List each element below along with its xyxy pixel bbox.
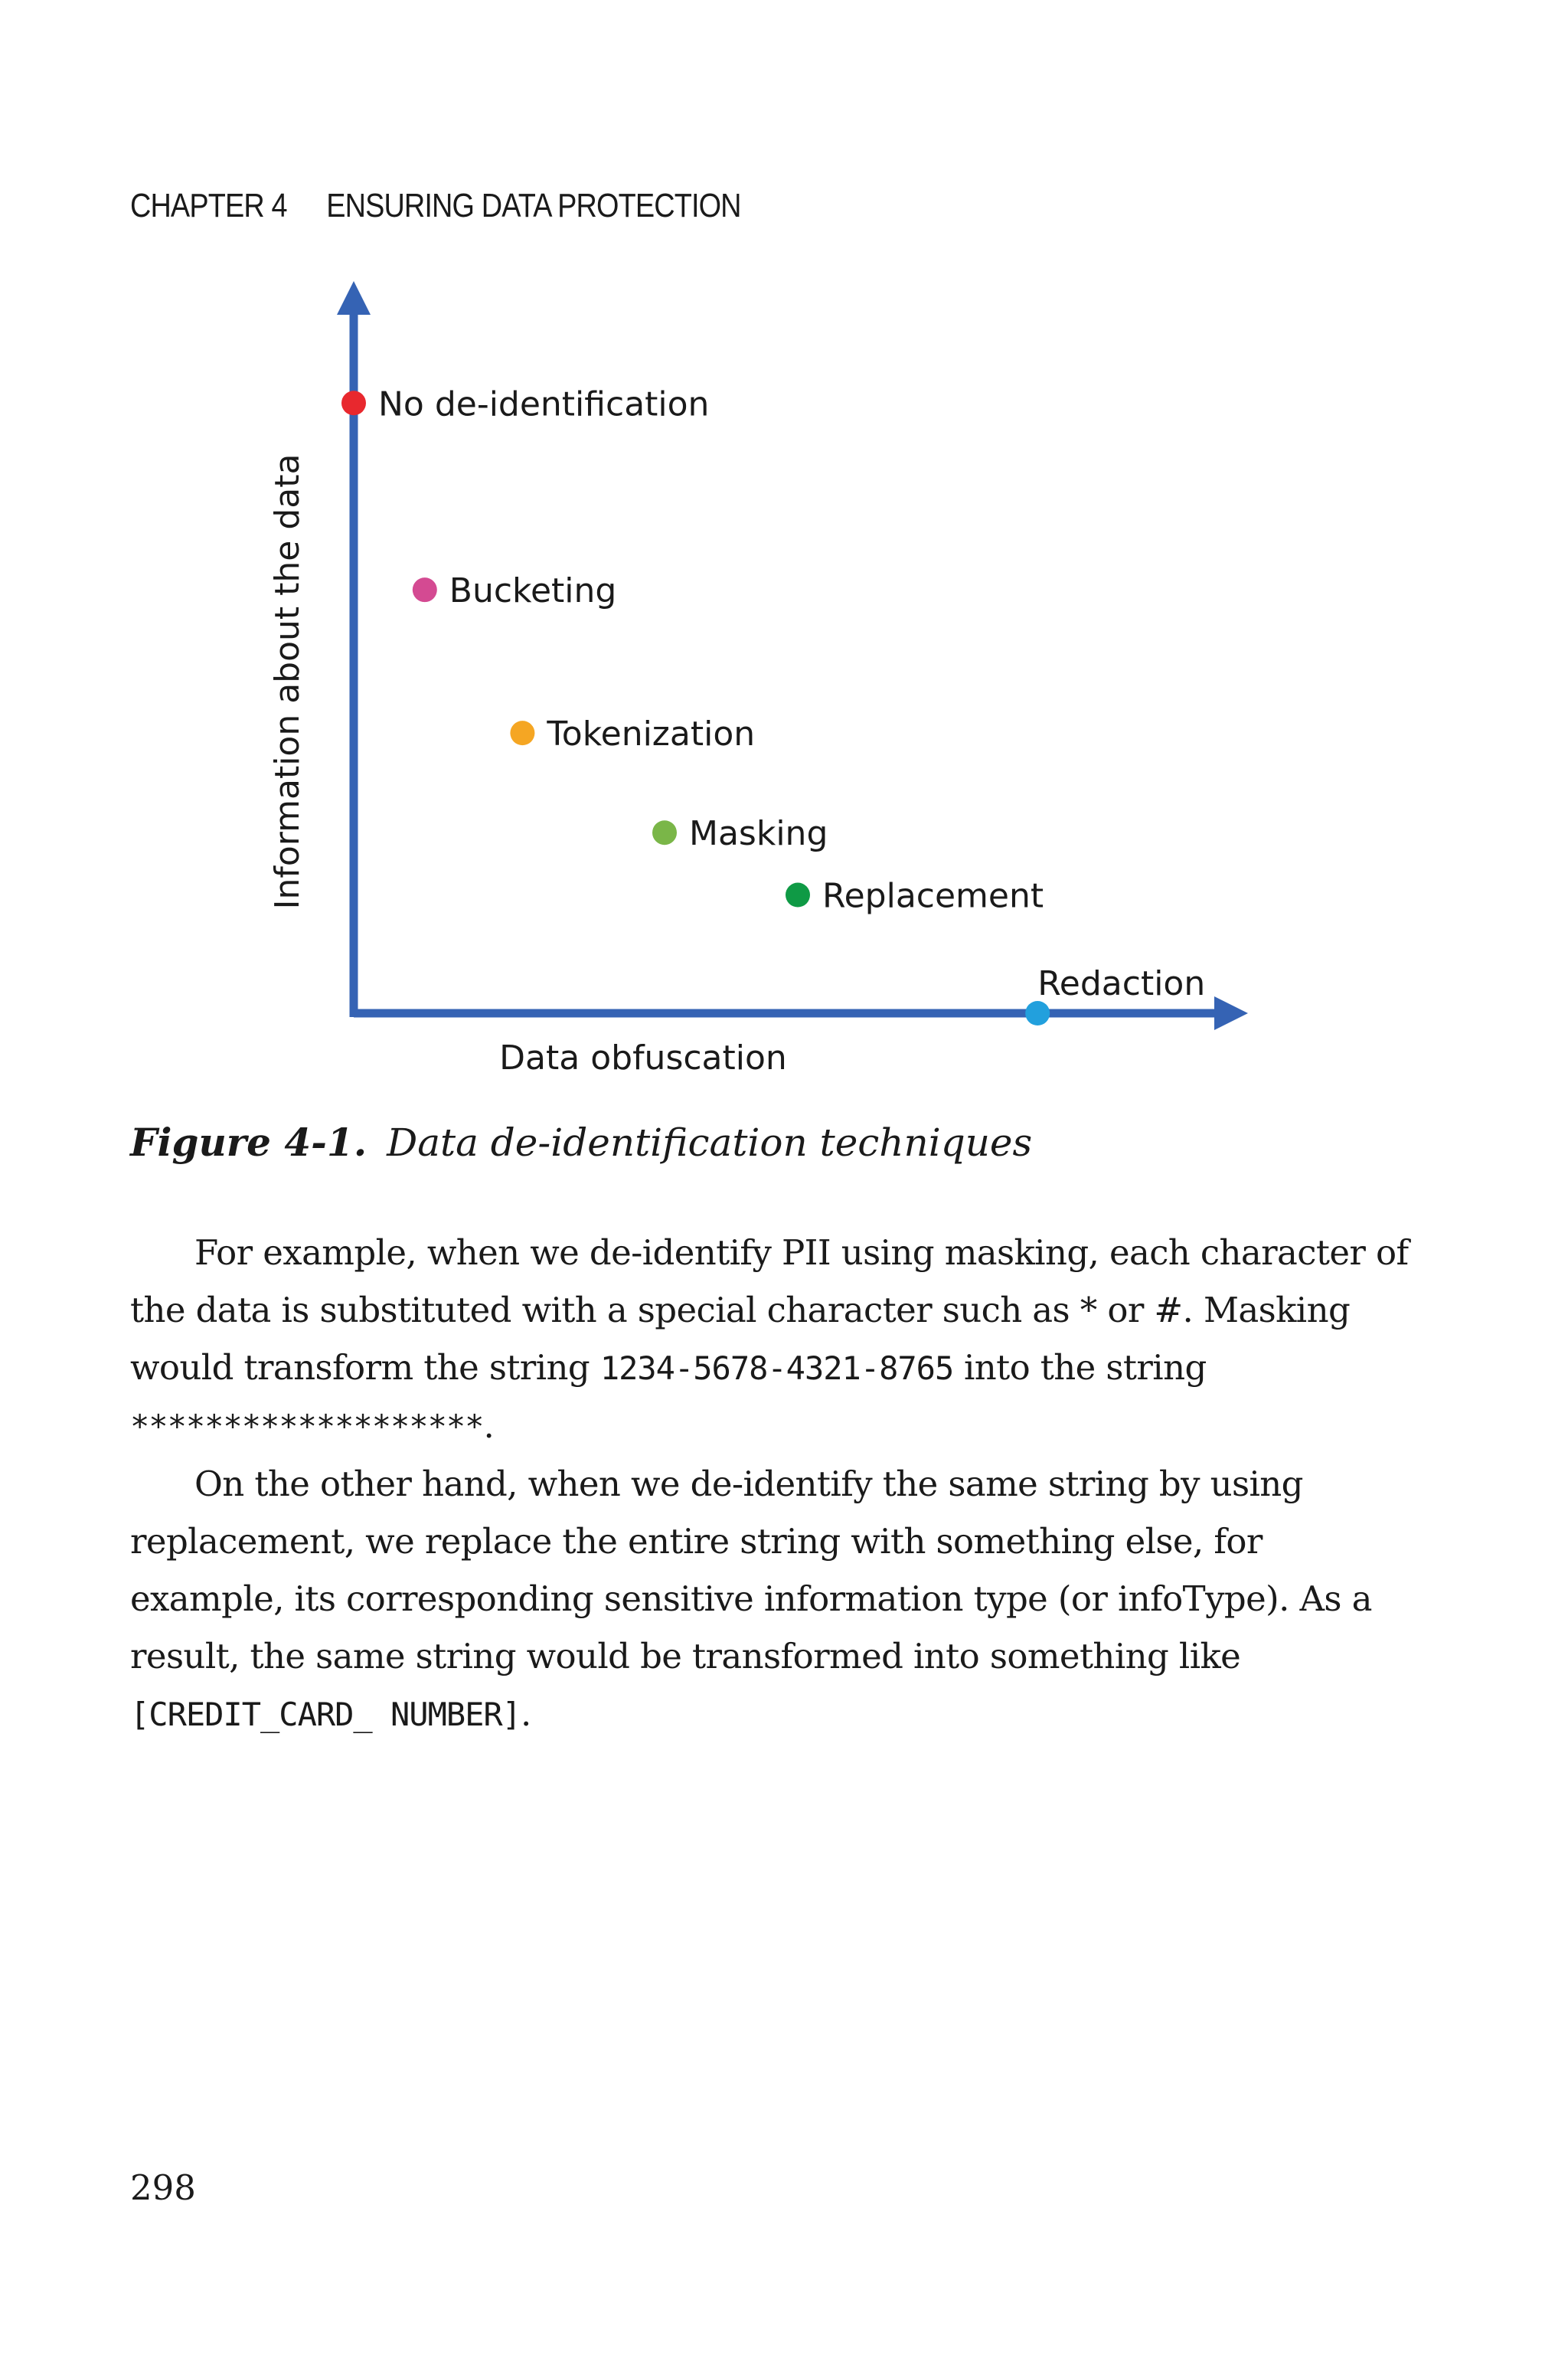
chapter-title: ENSURING DATA PROTECTION [326,187,741,224]
paragraph-1: For example, when we de-identify PII using masking, each character of the data is substituted with a special character such as * or #. Masking would transform the string 1234-5678-4321-8765 into the string *******************. [130,1232,1409,1446]
y-axis-arrow [337,281,371,315]
point-label-replacement: Replacement [822,876,1044,916]
code-masked-string: ******************* [130,1408,484,1445]
page-number: 298 [130,2167,196,2208]
figure-caption-text: Data de-identification techniques [387,1120,1033,1165]
point-tokenization [510,721,534,745]
point-bucketing [413,577,437,602]
point-no-de-identification [341,391,366,415]
figure-caption [130,1120,1032,1165]
y-axis-label: Information about the data [268,453,307,910]
point-label-redaction: Redaction [1037,964,1206,1003]
figure-label: Figure 4-1. [130,1120,368,1165]
point-label-no-de-identification: No de-identification [378,384,710,424]
point-label-bucketing: Bucketing [449,571,617,611]
body-text [130,1224,1416,1743]
running-head [130,187,741,225]
x-axis-arrow [1214,996,1248,1030]
chart-points [341,384,1205,1025]
point-masking [652,820,677,845]
deidentification-chart [0,253,1568,1103]
chapter-label: CHAPTER 4 [130,187,287,224]
point-label-masking: Masking [689,814,828,854]
paragraph-2: On the other hand, when we de-identify the same string by using replacement, we replace the entire string with something else, for example, its corresponding sensitive information type (or infoType). As a result, the same string would be transformed into something like [CREDIT_CARD_ NUMBER]. [130,1464,1372,1734]
point-redaction [1025,1001,1050,1025]
x-axis-label: Data obfuscation [499,1039,787,1078]
code-infotype: [CREDIT_CARD_ NUMBER] [130,1696,521,1733]
point-label-tokenization: Tokenization [547,715,756,754]
point-replacement [786,883,810,908]
code-card-number: 1234-5678-4321-8765 [599,1349,954,1387]
